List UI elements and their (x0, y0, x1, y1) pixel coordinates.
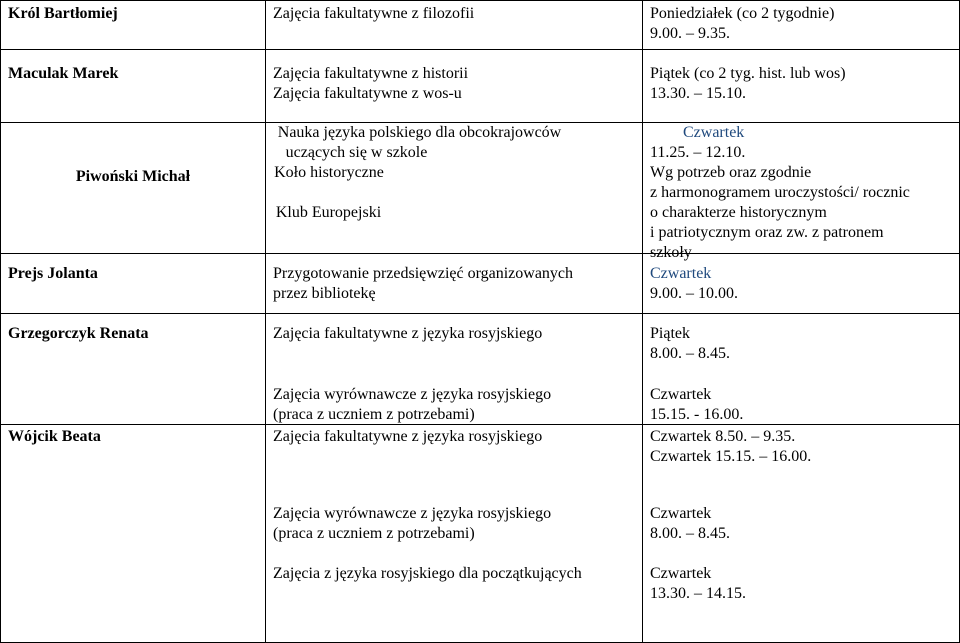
row-divider (0, 424, 960, 425)
activity-name: Klub Europejski (275, 204, 382, 221)
activity-time: 8.00. – 8.45. (650, 525, 730, 542)
row-divider (0, 253, 960, 254)
activity-time: 9.00. – 9.35. (650, 25, 730, 42)
activity-time: szkoły (650, 244, 692, 261)
activity-name: (praca z uczniem z potrzebami) (273, 406, 475, 423)
activity-name: Zajęcia fakultatywne z wos-u (273, 85, 462, 102)
activity-time: o charakterze historycznym (650, 204, 827, 221)
column-divider (642, 0, 643, 643)
activity-time: Czwartek 15.15. – 16.00. (650, 448, 812, 465)
table-border-left (0, 0, 1, 643)
activity-name: Zajęcia fakultatywne z języka rosyjskiego (273, 325, 543, 342)
row-divider (0, 49, 960, 50)
activity-time: 15.15. - 16.00. (650, 406, 744, 423)
teacher-name: Grzegorczyk Renata (8, 325, 149, 342)
activity-time: Czwartek 8.50. – 9.35. (650, 428, 796, 445)
activity-name: Zajęcia fakultatywne z historii (273, 65, 469, 82)
table-border-top (0, 0, 960, 1)
activity-name: Zajęcia fakultatywne z języka rosyjskiego (273, 428, 543, 445)
teacher-name: Maculak Marek (8, 65, 119, 82)
teacher-name: Prejs Jolanta (8, 265, 98, 282)
row-divider (0, 122, 960, 123)
activity-name: uczących się w szkole (285, 144, 428, 161)
column-divider (265, 0, 266, 643)
teacher-name: Piwoński Michał (75, 168, 191, 185)
activity-time: 13.30. – 14.15. (650, 585, 746, 602)
activity-time: Piątek (co 2 tyg. hist. lub wos) (650, 65, 846, 82)
activity-name: Zajęcia wyrównawcze z języka rosyjskiego (273, 386, 552, 403)
activity-name: Zajęcia wyrównawcze z języka rosyjskiego (273, 505, 552, 522)
activity-name: (praca z uczniem z potrzebami) (273, 525, 475, 542)
row-divider (0, 313, 960, 314)
activity-time: 8.00. – 8.45. (650, 345, 730, 362)
activity-name: Zajęcia fakultatywne z filozofii (273, 5, 475, 22)
activity-time: 13.30. – 15.10. (650, 85, 746, 102)
activity-time: Wg potrzeb oraz zgodnie (650, 164, 812, 181)
activity-time: 9.00. – 10.00. (650, 285, 738, 302)
activity-name: Nauka języka polskiego dla obcokrajowców (277, 124, 562, 141)
activity-time: i patriotycznym oraz zw. z patronem (650, 224, 884, 241)
activity-time: Czwartek (650, 505, 712, 522)
activity-time: Czwartek (650, 386, 712, 403)
activity-time: Czwartek (683, 124, 745, 141)
activity-time: z harmonogramem uroczystości/ rocznic (650, 184, 910, 201)
activity-name: Zajęcia z języka rosyjskiego dla początkujących (273, 565, 582, 582)
activity-name: Koło historyczne (274, 164, 384, 181)
activity-name: Przygotowanie przedsięwzięć organizowanych (273, 265, 574, 282)
activity-name: przez bibliotekę (273, 285, 376, 302)
activity-time: 11.25. – 12.10. (650, 144, 746, 161)
activity-time: Czwartek (650, 565, 712, 582)
teacher-name: Wójcik Beata (8, 428, 101, 445)
activity-time: Poniedziałek (co 2 tygodnie) (650, 5, 835, 22)
activity-time: Czwartek (650, 265, 712, 282)
teacher-name: Król Bartłomiej (8, 5, 118, 22)
activity-time: Piątek (650, 325, 690, 342)
